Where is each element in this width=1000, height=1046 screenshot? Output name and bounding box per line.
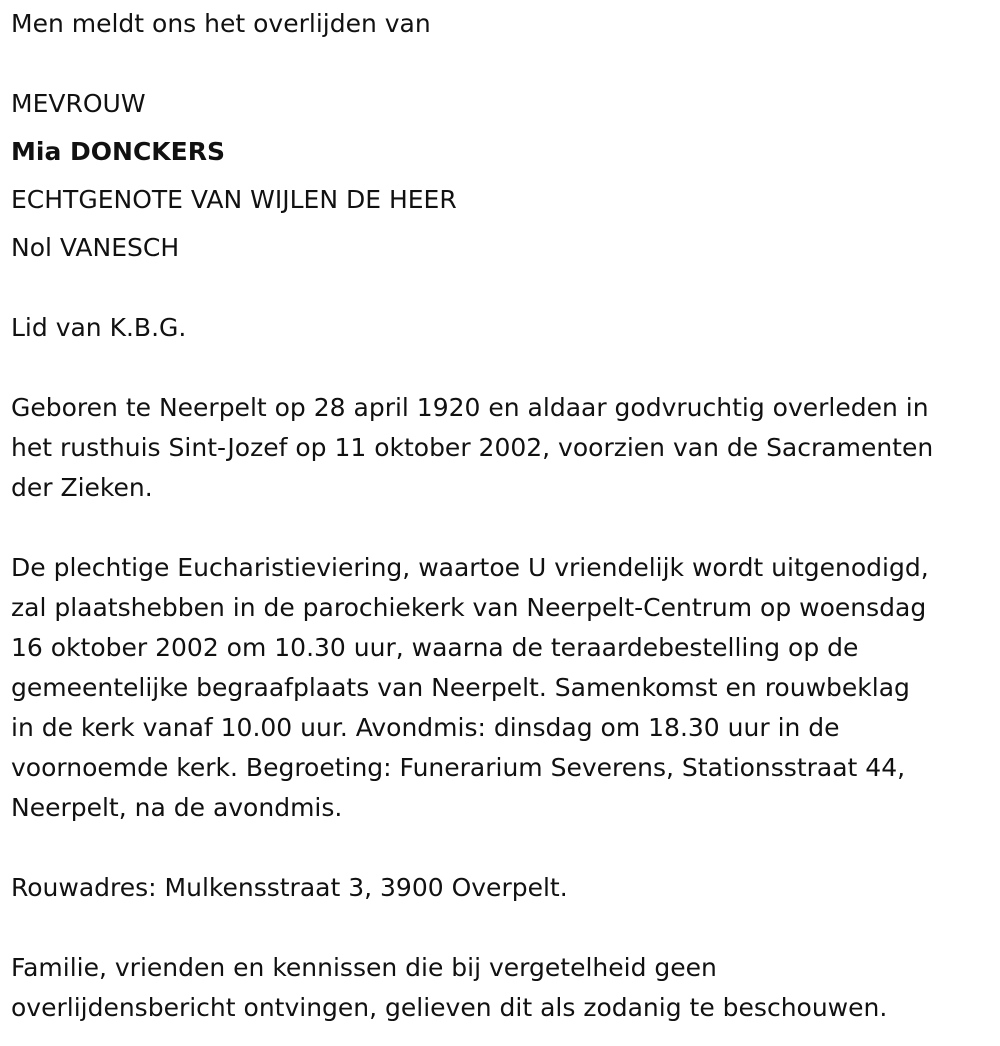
paragraph-line: Geboren te Neerpelt op 28 april 1920 en aldaar godvruchtig overleden in <box>11 393 929 422</box>
paragraph-line: De plechtige Eucharistieviering, waartoe U vriendelijk wordt uitgenodigd, <box>11 553 929 582</box>
spacer <box>11 348 1000 388</box>
closing-paragraph <box>11 948 996 1028</box>
paragraph-line: der Zieken. <box>11 473 153 502</box>
spacer <box>11 44 1000 84</box>
relation-text: ECHTGENOTE VAN WIJLEN DE HEER <box>11 185 457 214</box>
paragraph-line: gemeentelijke begraafplaats van Neerpelt. Samenkomst en rouwbeklag <box>11 673 910 702</box>
spacer <box>11 908 1000 948</box>
paragraph-line: Familie, vrienden en kennissen die bij vergetelheid geen <box>11 953 717 982</box>
deceased-name: Mia DONCKERS <box>11 137 226 166</box>
paragraph-line: zal plaatshebben in de parochiekerk van Neerpelt-Centrum op woensdag <box>11 593 927 622</box>
membership-text: Lid van K.B.G. <box>11 313 187 342</box>
paragraph-line: voornoemde kerk. Begroeting: Funerarium Severens, Stationsstraat 44, <box>11 753 906 782</box>
paragraph-line: het rusthuis Sint-Jozef op 11 oktober 2002, voorzien van de Sacramenten <box>11 433 934 462</box>
birth-death-paragraph <box>11 388 996 508</box>
spacer <box>11 268 1000 308</box>
spacer <box>11 828 1000 868</box>
paragraph-line: 16 oktober 2002 om 10.30 uur, waarna de teraardebestelling op de <box>11 633 859 662</box>
spacer <box>11 172 1000 180</box>
ceremony-paragraph <box>11 548 996 828</box>
paragraph-line: overlijdensbericht ontvingen, gelieven dit als zodanig te beschouwen. <box>11 993 888 1022</box>
spouse-name: Nol VANESCH <box>11 233 180 262</box>
honorific: MEVROUW <box>11 89 146 118</box>
paragraph-line: in de kerk vanaf 10.00 uur. Avondmis: dinsdag om 18.30 uur in de <box>11 713 840 742</box>
mourning-address: Rouwadres: Mulkensstraat 3, 3900 Overpelt. <box>11 873 568 902</box>
spacer <box>11 220 1000 228</box>
intro-text: Men meldt ons het overlijden van <box>11 9 431 38</box>
deceased-header <box>11 84 1000 268</box>
paragraph-line: Neerpelt, na de avondmis. <box>11 793 343 822</box>
spacer <box>11 124 1000 132</box>
spacer <box>11 508 1000 548</box>
